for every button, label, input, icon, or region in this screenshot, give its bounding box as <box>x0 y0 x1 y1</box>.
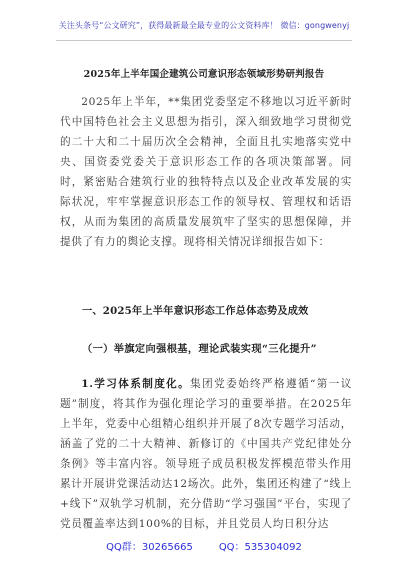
item-lead: 1.学习体系制度化。 <box>81 378 191 390</box>
document-title: 2025年上半年国企建筑公司意识形态领域形势研判报告 <box>83 69 325 80</box>
intro-paragraph: 2025年上半年，**集团党委坚定不移地以习近平新时代中国特色社会主义思想为指引，深入细致地学习贯彻党的二十大和二十届历次全会精神，全面且扎实地落实党中央、国资委党委关于意识形态工作的各项决策部署。同时，紧密贴合建筑行业的独特特点以及企业改革发展的实际状况，牢牢掌握意识形态工作的领导权、管理权和话语权，从而为集团的高质量发展筑牢了坚实的思想保障，并提供了有力的舆论支撑。现将相关情况详细报告如下： <box>60 96 352 248</box>
item-paragraph <box>60 374 352 534</box>
qq-group-number: QQ群：30265665 <box>106 542 193 553</box>
section-heading: 一、2025年上半年意识形态工作总体态势及成效 <box>82 305 309 317</box>
promo-banner: 关注头条号“公文研究”，获得最新最全最专业的公文资料库！ 微信：gongwenyj <box>58 21 350 30</box>
item-body: 集团党委始终严格遵循“第一议题”制度，将其作为强化理论学习的重要举措。在2025年上半年，党委中心组精心组织并开展了8次专题学习活动，涵盖了党的二十大精神、新修订的《中国共产党纪律处分条例》等丰富内容。领导班子成员积极发挥模范带头作用累计开展讲党课活动达12场次。此外，集团还构建了“线上+线下”双轨学习机制，充分借助“学习强国”平台，实现了党员覆盖率达到100%的目标，并且党员人均日积分达 <box>60 378 353 530</box>
qq-number: QQ：535304092 <box>218 542 302 553</box>
banner-divider <box>56 40 352 41</box>
subsection-heading: （一）举旗定向强根基，理论武装实现“三化提升” <box>82 343 317 355</box>
contact-footer <box>0 538 408 553</box>
